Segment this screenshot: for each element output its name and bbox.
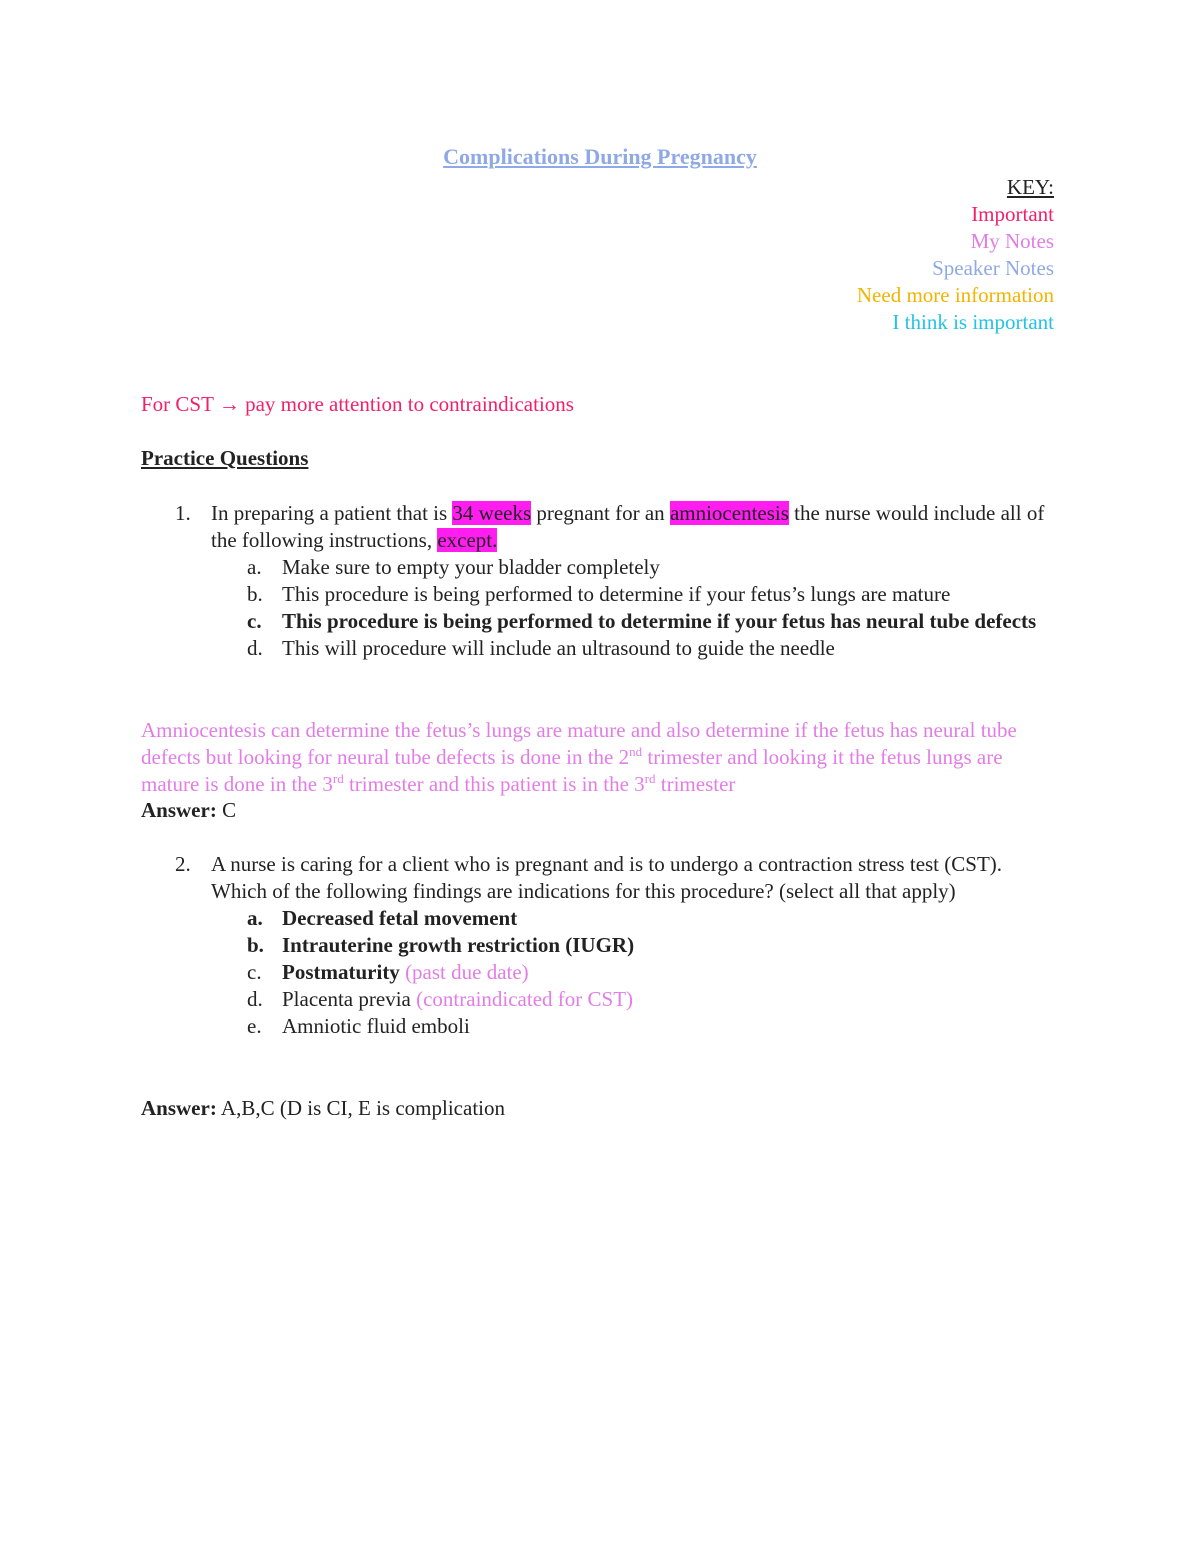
key-my-notes: My Notes	[970, 229, 1054, 253]
question-text-part: pregnant for an	[536, 501, 665, 525]
superscript: nd	[629, 744, 643, 759]
option-text: Decreased fetal movement	[282, 906, 518, 930]
answer-value: C	[222, 798, 237, 822]
cst-note	[141, 392, 574, 417]
key-i-think-important: I think is important	[892, 310, 1054, 334]
cst-note-suffix: pay more attention to contraindications	[245, 392, 574, 416]
option-text: Amniotic fluid emboli	[282, 1014, 470, 1038]
section-heading: Practice Questions	[141, 446, 309, 470]
question-text-part: the nurse would include all of the following instructions,	[211, 501, 1045, 552]
option-b	[211, 932, 1061, 959]
option-text: This procedure is being performed to determine if your fetus has neural tube defects	[282, 609, 1037, 633]
highlight-amniocentesis: amniocentesis	[669, 501, 789, 525]
right-arrow-icon: →	[218, 392, 240, 416]
question-1	[141, 500, 1061, 662]
option-letter: c.	[247, 960, 262, 984]
key-important: Important	[971, 202, 1054, 226]
option-b	[211, 581, 1061, 608]
option-text: Postmaturity	[282, 960, 400, 984]
question-number: 2.	[175, 852, 191, 876]
question-text	[211, 500, 1061, 554]
option-letter: a.	[247, 555, 262, 579]
answer-2	[141, 1096, 505, 1121]
answer-label: Answer:	[141, 1096, 217, 1120]
option-text: Intrauterine growth restriction (IUGR)	[282, 933, 635, 957]
highlight-except: except.	[437, 528, 498, 552]
key-speaker-notes: Speaker Notes	[932, 256, 1054, 280]
option-letter: c.	[247, 609, 262, 633]
option-d	[211, 635, 1061, 662]
question-text: A nurse is caring for a client who is pregnant and is to undergo a contraction stress test (CST). Which of the following findings are indications for this procedure? (select all that apply)	[211, 852, 1003, 903]
question-2	[141, 851, 1061, 1040]
options-list	[211, 905, 1061, 1040]
option-a	[211, 905, 1061, 932]
options-list	[211, 554, 1061, 662]
option-note: (contraindicated for CST)	[416, 987, 634, 1011]
document-title: Complications During Pregnancy	[443, 144, 757, 169]
superscript: rd	[644, 771, 656, 786]
option-e	[211, 1013, 1061, 1040]
option-letter: d.	[247, 987, 263, 1011]
key-heading: KEY:	[1006, 175, 1054, 199]
answer-1	[141, 798, 236, 823]
answer-value: A,B,C (D is CI, E is complication	[220, 1096, 505, 1120]
answer-label: Answer:	[141, 798, 217, 822]
option-text: This will procedure will include an ultrasound to guide the needle	[282, 636, 835, 660]
option-letter: d.	[247, 636, 263, 660]
option-text: This procedure is being performed to determine if your fetus’s lungs are mature	[282, 582, 951, 606]
explanation-text: trimester and looking it the fetus lungs are mature is done in the 3	[141, 745, 1003, 796]
explanation-text: trimester	[655, 772, 736, 796]
option-text: Make sure to empty your bladder completely	[282, 555, 660, 579]
option-letter: a.	[247, 906, 263, 930]
key-need-more-info: Need more information	[856, 283, 1054, 307]
option-letter: b.	[247, 933, 264, 957]
option-c	[211, 959, 1061, 986]
option-c	[211, 608, 1061, 635]
explanation-note	[141, 717, 1061, 798]
question-number: 1.	[175, 501, 191, 525]
option-letter: e.	[247, 1014, 262, 1038]
color-key	[857, 174, 1054, 336]
option-a	[211, 554, 1061, 581]
explanation-text: Amniocentesis can determine the fetus’s lungs are mature and also determine if the fetus has neural tube defects but looking for neural tube defects is done in the 2	[141, 718, 1017, 769]
superscript: rd	[332, 771, 344, 786]
option-d	[211, 986, 1061, 1013]
highlight-34-weeks: 34 weeks	[452, 501, 532, 525]
question-text-part: In preparing a patient that is	[211, 501, 448, 525]
option-text: Placenta previa	[282, 987, 411, 1011]
cst-note-prefix: For CST	[141, 392, 214, 416]
option-letter: b.	[247, 582, 263, 606]
explanation-text: trimester and this patient is in the 3	[343, 772, 645, 796]
option-note: (past due date)	[405, 960, 529, 984]
